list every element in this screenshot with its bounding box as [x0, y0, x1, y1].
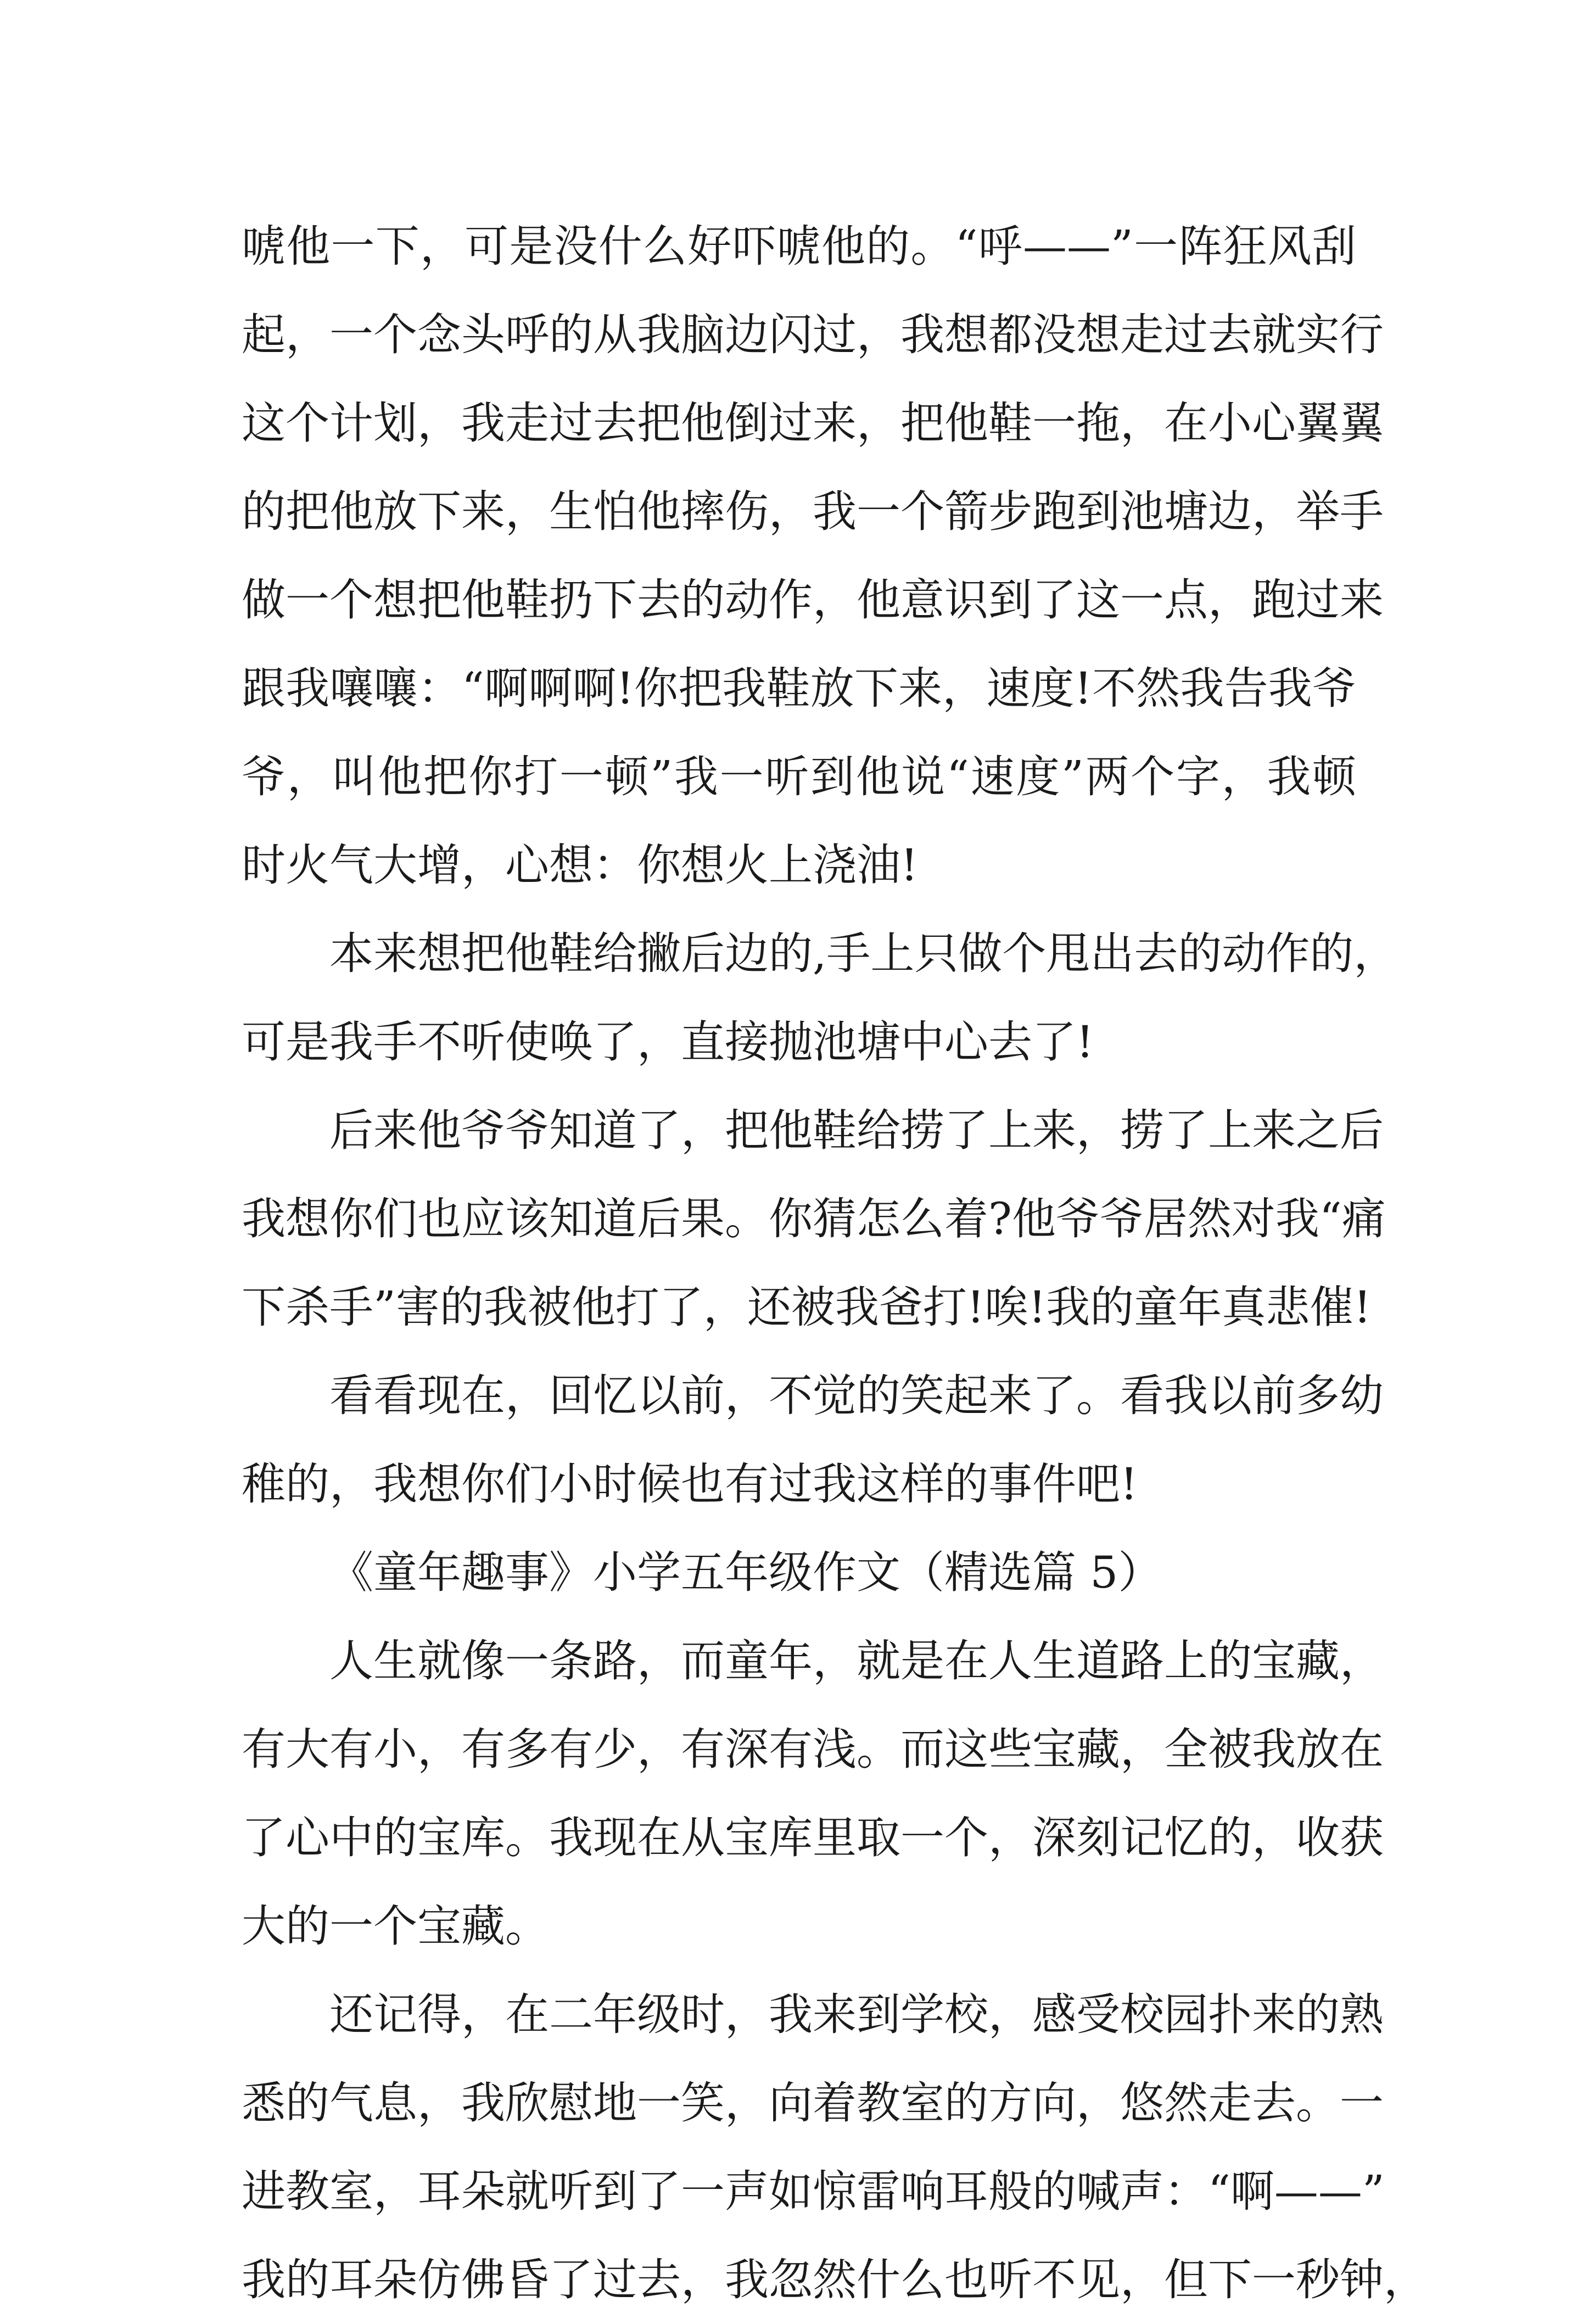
text-line: 我想你们也应该知道后果。你猜怎么着?他爷爷居然对我“痛 [242, 1193, 1386, 1244]
text-line: 做一个想把他鞋扔下去的动作，他意识到了这一点，跑过来 [242, 574, 1384, 625]
text-line: 起，一个念头呼的从我脑边闪过，我想都没想走过去就实行 [242, 309, 1384, 360]
text-line: 了心中的宝库。我现在从宝库里取一个，深刻记忆的，收获 [242, 1812, 1384, 1863]
text-line: 时火气大增，心想：你想火上浇油! [242, 840, 919, 891]
text-line: 悉的气息，我欣慰地一笑，向着教室的方向，悠然走去。一 [242, 2077, 1384, 2129]
text-line: 爷，叫他把你打一顿”我一听到他说“速度”两个字，我顿 [242, 751, 1356, 802]
text-line: 跟我嚷嚷：“啊啊啊!你把我鞋放下来，速度!不然我告我爷 [242, 663, 1356, 714]
paragraph-first-line: 还记得，在二年级时，我来到学校，感受校园扑来的熟 [329, 1989, 1384, 2040]
text-line: 我的耳朵仿佛昏了过去，我忽然什么也听不见，但下一秒钟， [242, 2254, 1428, 2305]
section-heading: 《童年趣事》小学五年级作文（精选篇 5） [329, 1547, 1162, 1598]
text-line: 进教室，耳朵就听到了一声如惊雷响耳般的喊声：“啊——” [242, 2166, 1385, 2217]
paragraph-first-line: 看看现在，回忆以前，不觉的笑起来了。看我以前多幼 [329, 1370, 1384, 1421]
paragraph-first-line: 后来他爷爷知道了，把他鞋给捞了上来，捞了上来之后 [329, 1105, 1384, 1156]
text-line: 唬他一下，可是没什么好吓唬他的。“呼——”一阵狂风刮 [242, 221, 1356, 272]
essay-text [242, 202, 1428, 2324]
text-line: 可是我手不听使唤了，直接抛池塘中心去了! [242, 1016, 1094, 1068]
text-line: 的把他放下来，生怕他摔伤，我一个箭步跑到池塘边，举手 [242, 486, 1384, 537]
paragraph-first-line: 人生就像一条路，而童年，就是在人生道路上的宝藏， [329, 1635, 1384, 1686]
text-line: 有大有小，有多有少，有深有浅。而这些宝藏，全被我放在 [242, 1724, 1384, 1775]
text-line: 稚的，我想你们小时候也有过我这样的事件吧! [242, 1459, 1138, 1510]
paragraph-first-line: 本来想把他鞋给撇后边的,手上只做个甩出去的动作的， [329, 928, 1398, 979]
text-line: 大的一个宝藏。 [242, 1901, 549, 1952]
text-line: 下杀手”害的我被他打了，还被我爸打!唉!我的童年真悲催! [242, 1282, 1372, 1333]
text-line: 这个计划，我走过去把他倒过来，把他鞋一拖，在小心翼翼 [242, 398, 1384, 449]
